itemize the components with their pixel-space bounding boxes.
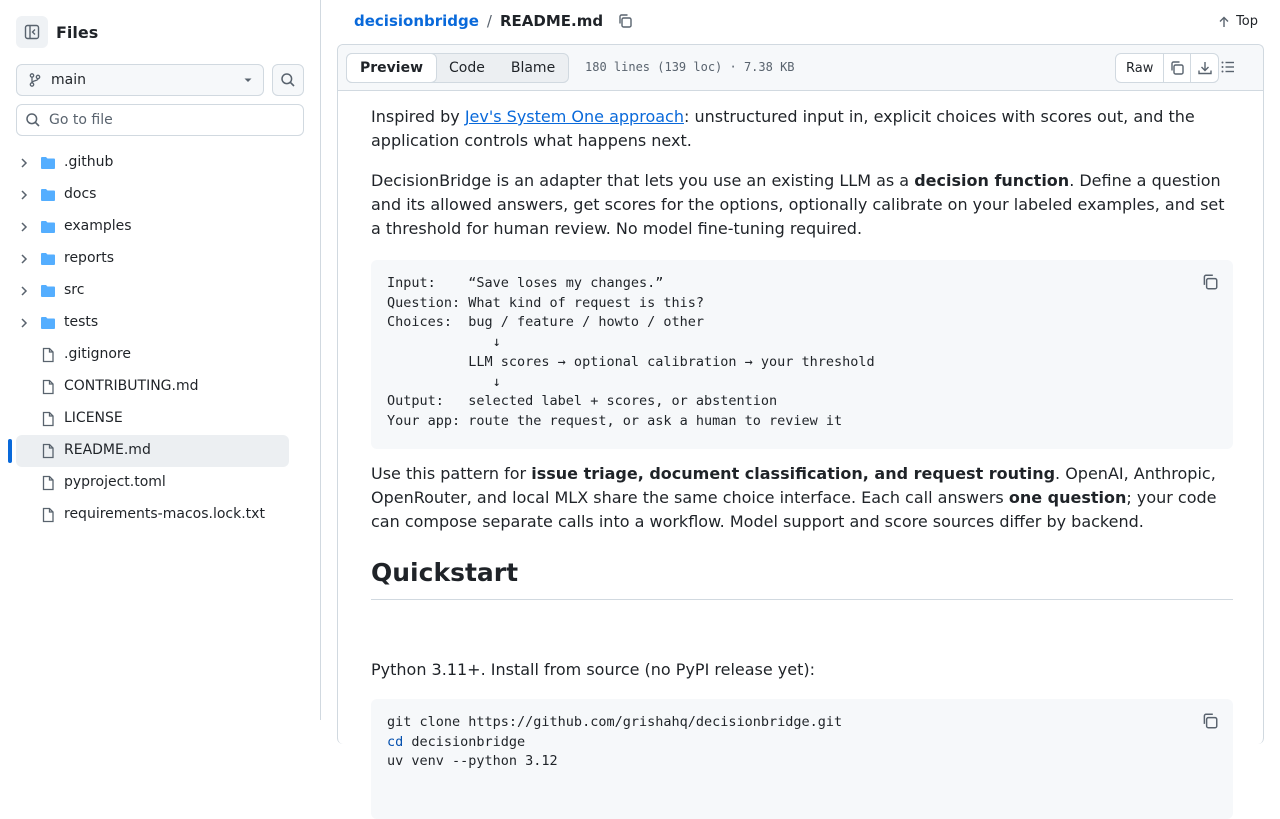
caret-down-icon [243,75,253,85]
tree-folder[interactable] [0,147,321,179]
chevron-right-icon [18,317,30,329]
text: Inspired by [371,107,465,126]
main-content [321,0,1280,770]
tree-file[interactable] [0,339,321,371]
breadcrumb-separator: / [486,12,492,30]
folder-icon [40,187,56,203]
arrow-up-icon [1218,16,1230,28]
tree-file[interactable] [0,499,321,531]
code-block-text [371,699,1233,786]
readme-paragraph-usage [371,462,1233,534]
tab-blame[interactable]: Blame [510,60,556,76]
download-icon [1197,60,1213,76]
copy-code-button[interactable] [1201,712,1219,737]
code-block-flow [371,260,1233,449]
git-branch-icon [27,72,43,88]
tree-item-label: examples [64,218,132,234]
sidebar-collapse-icon [24,24,40,40]
tree-file[interactable] [0,403,321,435]
tree-item-label: .gitignore [64,346,131,362]
tree-folder[interactable] [0,275,321,307]
download-button[interactable] [1191,54,1218,82]
copy-path-button[interactable] [617,13,633,29]
system-one-link[interactable]: Jev's System One approach [464,107,684,126]
file-info: 180 lines (139 loc) · 7.38 KB [585,60,795,74]
selected-marker [8,439,12,463]
file-icon [40,379,56,395]
tree-item-label: CONTRIBUTING.md [64,378,199,394]
tab-code[interactable]: Code [449,60,485,76]
code-line: git clone https://github.com/grishahq/decisionbridge.git [387,714,843,730]
tree-item-label: reports [64,250,115,266]
outline-button[interactable] [1220,59,1236,79]
bold-text: one question [1008,488,1127,507]
search-files-button[interactable] [272,64,304,96]
back-to-top-label: Top [1236,14,1258,29]
sidebar-header [16,16,98,48]
chevron-right-icon [18,221,30,233]
chevron-right-icon [18,157,30,169]
file-viewer [337,44,1264,770]
go-to-file-input[interactable] [49,112,289,128]
tree-item-label: tests [64,314,99,330]
tree-item-label: README.md [64,442,151,458]
sidebar-title: Files [56,22,99,42]
tree-file[interactable] [0,371,321,403]
file-icon [40,347,56,363]
tree-item-label: docs [64,186,97,202]
folder-icon [40,283,56,299]
text: . Define a question and its allowed answers, get scores for the options, optionally calibrate on your labeled examples, and set a threshold for human review. No model fine-tuning required. [371,171,1225,238]
text: DecisionBridge is an adapter that lets you use an existing LLM as a [371,171,915,190]
copy-icon [1201,712,1219,730]
copy-icon [1201,273,1219,291]
text: ; your code can compose separate calls into a workflow. Model support and score sources differ by backend. [371,488,1217,531]
chevron-right-icon [18,253,30,265]
list-unordered-icon [1220,59,1236,75]
copy-code-button[interactable] [1201,273,1219,298]
tree-folder[interactable] [0,179,321,211]
copy-icon [1169,60,1185,76]
file-icon [40,475,56,491]
search-icon [25,112,41,128]
file-tree-sidebar [0,0,321,720]
bold-text: decision function [914,171,1070,190]
bold-text: issue triage, document classification, and request routing [531,464,1056,483]
file-header [338,45,1263,91]
code-keyword: cd [387,733,404,750]
file-tree [0,147,321,531]
raw-button[interactable]: Raw [1116,54,1164,82]
chevron-right-icon [18,285,30,297]
breadcrumb-repo-link[interactable]: decisionbridge [354,12,479,30]
text: Use this pattern for [371,464,532,483]
search-icon [280,72,296,88]
file-icon [40,411,56,427]
tree-item-label: pyproject.toml [64,474,166,490]
tree-item-label: LICENSE [64,410,123,426]
back-to-top-button[interactable] [1218,14,1258,29]
tree-file[interactable] [0,467,321,499]
text: : unstructured input in, explicit choices with scores out, and the application controls what happens next. [371,107,1195,150]
tree-item-label: .github [64,154,114,170]
file-icon [40,443,56,459]
tree-item-label: requirements-macos.lock.txt [64,506,265,522]
tree-folder[interactable] [0,243,321,275]
tree-folder[interactable] [0,307,321,339]
file-actions [1115,53,1219,83]
branch-name: main [51,72,86,88]
view-mode-tabs [346,53,569,83]
folder-icon [40,315,56,331]
code-block-install [371,699,1233,819]
copy-icon [617,13,633,29]
tab-preview[interactable]: Preview [346,53,437,83]
text: . OpenAI, Anthropic, OpenRouter, and local MLX share the same choice interface. Each call answers [371,464,1216,507]
tree-file[interactable] [0,435,321,467]
quickstart-heading: Quickstart [371,557,1233,600]
breadcrumb-file-name: README.md [499,12,604,30]
code-line: decisionbridge [403,733,526,750]
collapse-sidebar-button[interactable] [16,16,48,48]
folder-icon [40,219,56,235]
go-to-file-field[interactable] [16,104,304,136]
readme-paragraph-intro [371,105,1233,153]
code-line: uv venv --python 3.12 [387,753,558,770]
chevron-right-icon [18,189,30,201]
branch-selector[interactable] [16,64,264,96]
readme-paragraph-install: Python 3.11+. Install from source (no PyPI release yet): [371,660,816,679]
readme-paragraph-description [371,169,1233,241]
folder-icon [40,155,56,171]
folder-icon [40,251,56,267]
file-icon [40,507,56,523]
code-block-text: Input: “Save loses my changes.” Question: What kind of request is this? Choices: bug / feature / howto / other ↓ LLM scores → optional calibration → your threshold ↓ Output: selected label + scores, or abstention Your app: route the request, or ask a human to review it [387,275,875,429]
selected-highlight [16,435,289,467]
breadcrumb [354,12,633,30]
tree-item-label: src [64,282,85,298]
file-topbar [321,0,1280,44]
tree-folder[interactable] [0,211,321,243]
copy-raw-button[interactable] [1164,54,1191,82]
